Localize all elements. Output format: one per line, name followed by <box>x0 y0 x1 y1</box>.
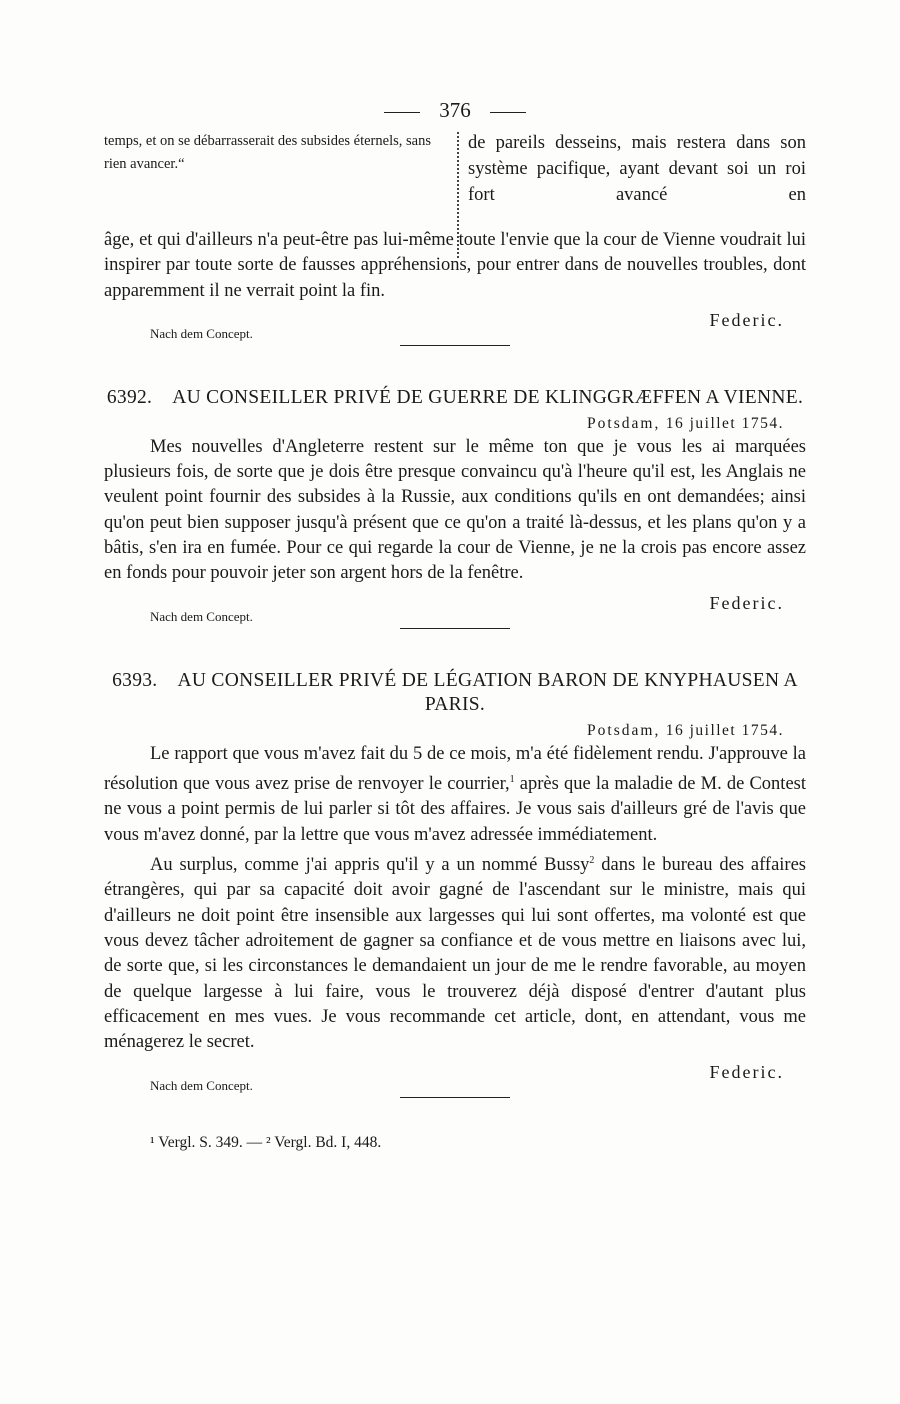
signature: Federic. <box>709 592 784 613</box>
continuation-right-column: de pareils desseins, mais restera dans son système pacifique, ayant devant soi un roi fort avancé en <box>468 133 806 205</box>
letter-paragraph <box>104 848 806 1056</box>
letter-title <box>104 669 806 717</box>
paragraph-text: dans le bureau des affaires étrangères, qui par sa capacité doit avoir gagné de l'ascendant sur le ministre, mais qui d'ailleurs ne doit point être insensible aux largesses qui lui sont offertes, ma volonté est que vous devez tâcher adroitement de gagner sa confiance et de vous mettre en liaisons avec lui, de sorte que, si les circonstances le demandaient un jour de me le rendre favorable, au moyen de quelque largesse à lui faire, vous le trouverez déjà disposé d'entrer d'autant plus efficacement en mes vues. Je vous recommande cet article, dont, en attendant, vous me ménagerez le secret. <box>104 855 806 1053</box>
column-divider <box>457 132 459 258</box>
paragraph-text: Au surplus, comme j'ai appris qu'il y a un nommé Bussy <box>150 855 590 876</box>
footnote-marker: 1 <box>509 773 515 785</box>
date: 16 juillet 1754. <box>665 414 784 432</box>
source-note: Nach dem Concept. <box>150 1077 253 1093</box>
letter-heading: AU CONSEILLER PRIVÉ DE GUERRE DE KLINGGRÆFFEN A VIENNE. <box>172 386 804 408</box>
page-header <box>104 90 806 130</box>
separator-rule <box>400 345 510 346</box>
letter-paragraph: Mes nouvelles d'Angleterre restent sur le même ton que je vous les ai marquées plusieurs fois, de sorte que je dois être presque convaincu qu'à l'heure qu'il est, les Anglais ne veulent point fournir des subsides à la Russie, aux conditions qu'ils en ont demandées; ainsi qu'on peut bien supposer jusqu'à présent que ce qu'on a traité là-dessus, et les plans qu'on y a bâtis, s'en ira en fumée. Pour ce qui regarde la cour de Vienne, je ne la crois pas encore assez en fonds pour pouvoir jeter son argent hors de la fenêtre. <box>104 436 806 584</box>
letter-paragraph <box>104 742 806 848</box>
dateline <box>104 722 784 740</box>
date: 16 juillet 1754. <box>665 721 784 739</box>
footnote-marker: 2 <box>589 855 595 867</box>
dateline <box>104 415 784 433</box>
separator-rule <box>400 1097 510 1098</box>
letter-number: 6393. <box>112 669 158 691</box>
separator-rule <box>400 628 510 629</box>
continuation-signature-row <box>104 304 806 348</box>
continuation-columns <box>104 130 806 266</box>
letter-heading: AU CONSEILLER PRIVÉ DE LÉGATION BARON DE KNYPHAUSEN A PARIS. <box>177 669 798 715</box>
paragraph-text: après que la maladie de M. de Contest ne vous a point permis de lui parler si tôt des affaires. Je vous sais d'ailleurs gré de l'avis que vous m'avez donné, par la lettre que vous m'avez adressée immédiatement. <box>104 774 806 845</box>
signature: Federic. <box>709 309 784 330</box>
page-number: 376 <box>439 98 471 122</box>
source-note: Nach dem Concept. <box>150 325 253 341</box>
paragraph-text: Le rapport que vous m'avez fait du 5 de ce mois, m'a été fidèlement rendu. J'approuve la résolution que vous avez prise de renvoyer le courrier, <box>104 743 806 795</box>
header-dash-left <box>384 112 420 113</box>
footnotes: ¹ Vergl. S. 349. — ² Vergl. Bd. I, 448. <box>150 1133 382 1151</box>
page <box>104 90 806 1152</box>
letter-signature-row <box>104 587 806 631</box>
letter-signature-row <box>104 1056 806 1100</box>
signature: Federic. <box>709 1061 784 1082</box>
place: Potsdam, <box>587 721 661 739</box>
place: Potsdam, <box>587 414 661 432</box>
continuation-text: âge, et qui d'ailleurs n'a peut-être pas lui-même toute l'envie que la cour de Vienne voudrait lui inspirer par toute sorte de fausses appréhensions, pour entrer dans de nouvelles troubles, dont apparemment il ne verrait point la fin. <box>104 230 806 301</box>
continuation-left-column: temps, et on se débarrasserait des subsides éternels, sans rien avancer.“ <box>104 133 431 172</box>
letter-number: 6392. <box>106 386 153 408</box>
source-note: Nach dem Concept. <box>150 608 253 624</box>
header-dash-right <box>490 112 526 113</box>
letter-title <box>104 386 806 410</box>
